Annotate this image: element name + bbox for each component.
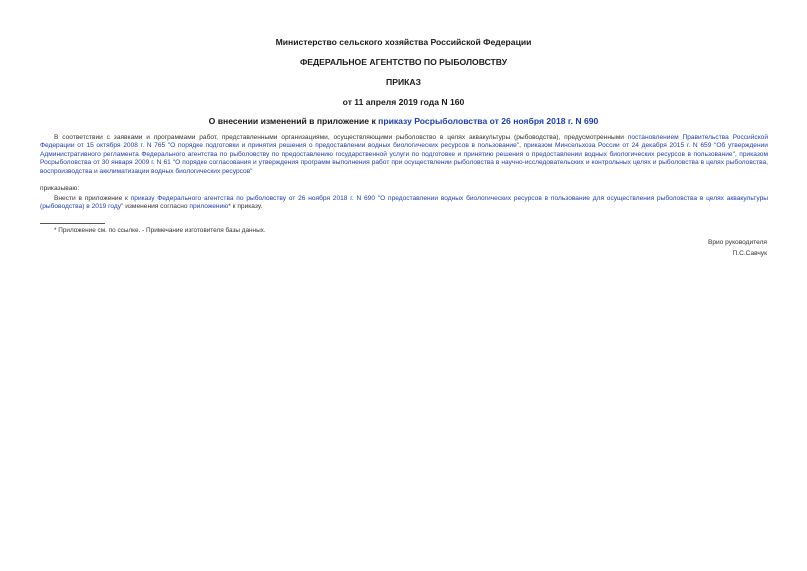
agency-heading: ФЕДЕРАЛЬНОЕ АГЕНТСТВО ПО РЫБОЛОВСТВУ	[299, 57, 508, 67]
order-text-3: * к приказу.	[228, 203, 263, 211]
signature-name: П.С.Савчук	[732, 250, 767, 257]
ministry-heading: Министерство сельского хозяйства Российской Федерации	[275, 37, 532, 47]
preamble-link-ministry-order[interactable]: приказом Минсельхоза России от 24 декабря 2015 г. N 659 "Об утверждении Административного регламента Федерального агентства по рыболовству по предоставлению государственной услуги по подготовке и принятию решения о предоставлении водных биологических ресурсов в пользование"	[40, 142, 768, 158]
order-link-appendix[interactable]: приложению	[189, 203, 229, 211]
doc-date-number: от 11 апреля 2019 года N 160	[342, 97, 465, 107]
doc-title-link[interactable]: приказу Росрыболовства от 26 ноября 2018 г. N 690	[378, 116, 599, 126]
doc-type-heading: ПРИКАЗ	[386, 77, 421, 87]
preamble-paragraph	[40, 134, 768, 176]
order-text-2: изменения согласно	[123, 203, 190, 211]
doc-title	[0, 116, 807, 126]
order-link-agency-order-690[interactable]: приказу Федерального агентства по рыболовству от 26 ноября 2018 г. N 690 "О предоставлении водных биологических ресурсов в пользование для осуществления рыболовства в целях аквакультуры (рыбоводства) в 2019 году"	[40, 195, 768, 211]
footnote-divider	[40, 223, 105, 224]
doc-title-text: О внесении изменений в приложение к	[208, 116, 379, 126]
signature-position: Врио руководителя	[707, 239, 767, 246]
order-paragraph	[40, 195, 768, 212]
order-text-1: Внести в приложение к	[54, 195, 131, 202]
preamble-link-agency-order[interactable]: приказом Росрыболовства от 30 января 2009 г. N 61 "О порядке согласования и утверждения программ выполнения работ при осуществлении рыболовства в научно-исследовательских и контрольных целях и рыболовства в целях рыболовства, воспроизводства и акклиматизации водных биологических ресурсов"	[40, 150, 768, 175]
preamble-text-3: ,	[734, 150, 740, 158]
order-word: приказываю:	[40, 185, 80, 192]
preamble-text-2: ,	[519, 142, 524, 150]
preamble-text-1: В соответствии с заявками и программами работ, представленными организациями, осуществляющими рыболовство в целях аквакультуры (рыбоводства), предусмотренными	[54, 134, 628, 141]
footnote-text: * Приложение см. по ссылке. - Примечание изготовителя базы данных.	[54, 227, 266, 234]
preamble-link-government-decree[interactable]: постановлением Правительства Российской Федерации от 15 октября 2008 г. N 765 "О порядке подготовки и принятия решения о предоставлении водных биологических ресурсов в пользование"	[40, 134, 769, 150]
